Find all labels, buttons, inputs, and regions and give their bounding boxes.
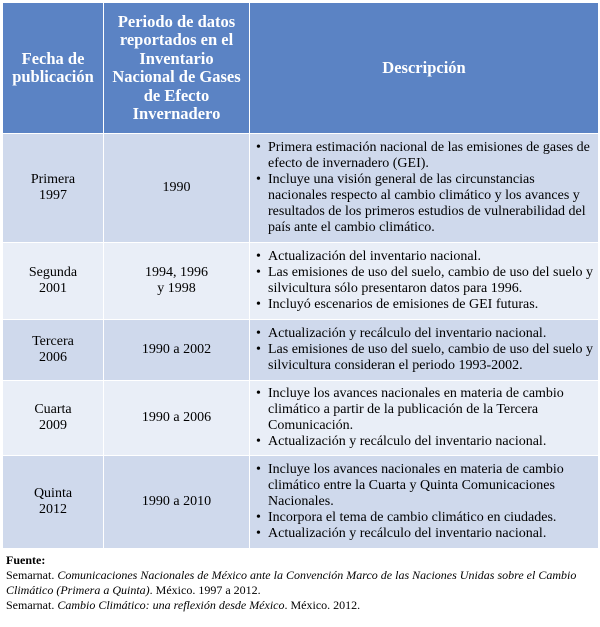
list-item: • Actualización del inventario nacional. — [254, 249, 594, 265]
cell-periodo: 1990 a 2010 — [104, 456, 250, 549]
header-descripcion: Descripción — [250, 3, 599, 134]
cell-fecha — [3, 381, 104, 456]
communications-table — [2, 2, 599, 549]
period-text: 1994, 1996 — [145, 265, 208, 280]
cell-descripcion — [250, 381, 599, 456]
table-row — [3, 320, 599, 381]
cell-descripcion — [250, 320, 599, 381]
cell-periodo: 1990 — [104, 134, 250, 243]
table-row — [3, 243, 599, 320]
cell-fecha — [3, 320, 104, 381]
source-reference — [6, 568, 598, 598]
source-label: Fuente: — [6, 553, 46, 567]
year-text: 2001 — [39, 281, 67, 296]
list-item: • Primera estimación nacional de las emisiones de gases de efecto de invernadero (GEI). — [254, 140, 594, 172]
list-item: • Las emisiones de uso del suelo, cambio de uso del suelo y silvicultura sólo presentaron datos para 1996. — [254, 265, 594, 297]
header-fecha: Fecha de publicación — [3, 3, 104, 134]
list-item: • Las emisiones de uso del suelo, cambio de uso del suelo y silvicultura consideran el periodo 1993-2002. — [254, 342, 594, 374]
ordinal-text: Quinta — [33, 486, 73, 501]
period-text-2: y 1998 — [157, 281, 196, 296]
cell-periodo: 1990 a 2006 — [104, 381, 250, 456]
list-item: • Incorpora el tema de cambio climático en ciudades. — [254, 510, 594, 526]
table-row — [3, 381, 599, 456]
header-periodo: Periodo de datos reportados en el Inventario Nacional de Gases de Efecto Invernadero — [104, 3, 250, 134]
year-text: 2009 — [39, 418, 67, 433]
ordinal-text: Cuarta — [34, 402, 72, 417]
year-text: 1997 — [39, 188, 67, 203]
ref-title: Comunicaciones Nacionales de México ante la Convención Marco de las Naciones Unidas sobre el Cambio Climático (Primera a Quinta) — [6, 568, 577, 597]
table-row — [3, 134, 599, 243]
cell-periodo — [104, 243, 250, 320]
description-list — [254, 249, 594, 313]
year-text: 2012 — [39, 502, 67, 517]
cell-periodo: 1990 a 2002 — [104, 320, 250, 381]
cell-descripcion — [250, 134, 599, 243]
table-header — [3, 3, 599, 134]
list-item: • Actualización y recálculo del inventario nacional. — [254, 434, 594, 450]
source-reference — [6, 598, 598, 613]
description-list — [254, 326, 594, 374]
year-text: 2006 — [39, 350, 67, 365]
ordinal-text: Segunda — [28, 265, 78, 280]
ref-rest: . México. 2012. — [284, 598, 361, 612]
ordinal-text: Tercera — [32, 334, 74, 349]
table-row — [3, 456, 599, 549]
ref-author: Semarnat. — [6, 568, 55, 582]
ref-rest: . México. 1997 a 2012. — [149, 583, 261, 597]
description-list — [254, 140, 594, 236]
ref-author: Semarnat. — [6, 598, 55, 612]
document — [2, 2, 598, 613]
list-item: • Incluye los avances nacionales en materia de cambio climático a partir de la publicación de la Tercera Comunicación. — [254, 386, 594, 434]
list-item: • Incluyó escenarios de emisiones de GEI futuras. — [254, 297, 594, 313]
list-item: • Actualización y recálculo del inventario nacional. — [254, 326, 594, 342]
ref-title: Cambio Climático: una reflexión desde México — [57, 598, 285, 612]
source-note — [2, 553, 598, 613]
cell-descripcion — [250, 456, 599, 549]
cell-fecha — [3, 134, 104, 243]
ordinal-text: Primera — [30, 172, 76, 187]
cell-descripcion — [250, 243, 599, 320]
cell-fecha — [3, 243, 104, 320]
description-list — [254, 462, 594, 542]
list-item: • Incluye los avances nacionales en materia de cambio climático entre la Cuarta y Quinta Comunicaciones Nacionales. — [254, 462, 594, 510]
cell-fecha — [3, 456, 104, 549]
list-item: • Actualización y recálculo del inventario nacional. — [254, 526, 594, 542]
list-item: • Incluye una visión general de las circunstancias nacionales respecto al cambio climático y los avances y resultados de los primeros estudios de vulnerabilidad del país ante el cambio climático. — [254, 172, 594, 236]
description-list — [254, 386, 594, 450]
